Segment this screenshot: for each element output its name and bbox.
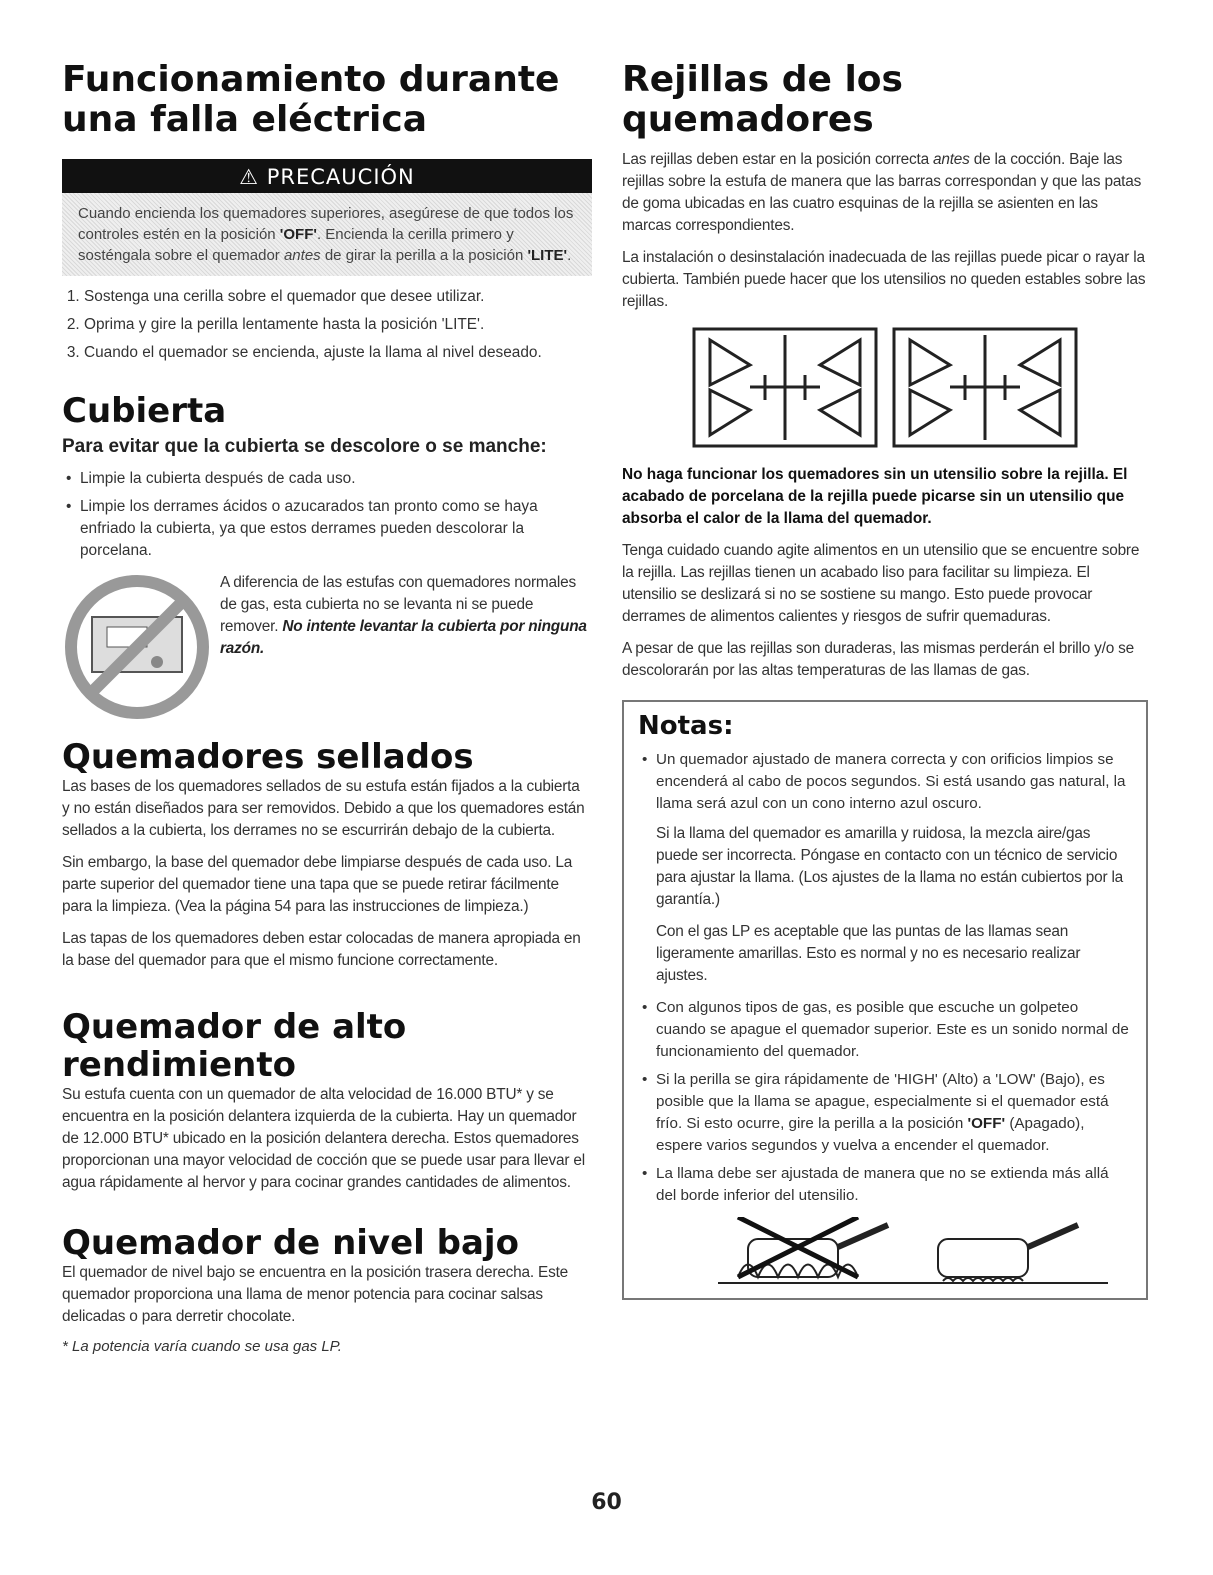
notes-box: [622, 700, 1148, 1300]
rejillas-paragraph-3: Tenga cuidado cuando agite alimentos en un utensilio que se encuentre sobre la rejilla. Las rejillas tienen un acabado liso para facilitar su limpieza. El utensilio se deslizará si no se sostiene su mango. Esto puede provocar derrames de alimentos calientes y riesgos de sufrir quemaduras.: [622, 541, 1140, 625]
list-item: • La llama debe ser ajustada de manera que no se extienda más allá del borde inferior del utensilio.: [656, 1163, 1132, 1207]
alto-paragraph: Su estufa cuenta con un quemador de alta velocidad de 16.000 BTU* y se encuentra en la posición delantera izquierda de la cubierta. Hay un quemador de 12.000 BTU* ubicado en la posición delantera derecha. Estos quemadores proporcionan una mayor velocidad de cocción que se puede usar para llevar el agua rápidamente al hervor y para cocinar grandes cantidades de alimentos.: [62, 1085, 585, 1191]
section-title-rejillas: Rejillas de los quemadores: [622, 59, 903, 141]
section-title-sellados: Quemadores sellados: [62, 736, 474, 777]
section-title-alto: Quemador de alto rendimiento: [62, 1006, 407, 1085]
caution-box: [62, 159, 592, 276]
no-lift-cooktop-icon: [62, 572, 212, 722]
footnote: * La potencia varía cuando se usa gas LP.: [62, 1337, 342, 1355]
section-title-cubierta: Cubierta: [62, 390, 227, 431]
right-column: [622, 60, 1148, 1300]
sellados-paragraph-1: Las bases de los quemadores sellados de su estufa están fijados a la cubierta y no están diseñados para ser removidos. Debido a que los quemadores están sellados a la cubierta, los derrames no se escurrirán debajo de la cubierta.: [62, 777, 585, 839]
flame-size-illustration: [638, 1217, 1134, 1287]
section-title-bajo: Quemador de nivel bajo: [62, 1222, 519, 1263]
list-item: • Limpie la cubierta después de cada uso.: [80, 468, 590, 490]
sellados-paragraph-3: Las tapas de los quemadores deben estar colocadas de manera apropiada en la base del quemador para que el mismo funcione correctamente.: [62, 929, 581, 969]
list-item: • Si la perilla se gira rápidamente de 'HIGH' (Alto) a 'LOW' (Bajo), es posible que la llama se apague, especialmente si el quemador está frío. Si esto ocurre, gire la perilla a la posición 'OFF' (Apagado), espere varios segundos y vuelva a encender el quemador.: [656, 1069, 1132, 1157]
lighting-steps: [62, 286, 590, 364]
list-item: 2. Oprima y gire la perilla lentamente hasta la posición 'LITE'.: [84, 314, 590, 336]
notes-title: Notas:: [638, 710, 734, 741]
notes-list: [638, 749, 1132, 1207]
bajo-paragraph: El quemador de nivel bajo se encuentra en la posición trasera derecha. Este quemador proporciona una llama de menor potencia para cocinar salsas delicadas o para derretir chocolate.: [62, 1263, 569, 1325]
cubierta-paragraph: A diferencia de las estufas con quemadores normales de gas, esta cubierta no se levanta ni se puede remover. No intente levantar la cubierta por ninguna razón.: [220, 573, 587, 657]
left-grate-icon: [690, 325, 880, 450]
list-item: • Un quemador ajustado de manera correcta y con orificios limpios se encenderá al cabo de pocos segundos. Si está usando gas natural, la llama será azul con un cono interno azul oscuro. Si la llama del quemador es amarilla y ruidosa, la mezcla aire/gas puede ser incorrecta. Póngase en contacto con un técnico de servicio para ajustar la llama. (Los ajustes de la llama no están cubiertos por la garantía.) Con el gas LP es aceptable que las puntas de las llamas sean ligeramente amarillas. Esto es normal y no es necesario realizar ajustes.: [656, 749, 1132, 987]
page-number: 60: [591, 1490, 622, 1515]
sellados-paragraph-2: Sin embargo, la base del quemador debe limpiarse después de cada uso. La parte superior del quemador tiene una tapa que se puede retirar fácilmente para la limpieza. (Vea la página 54 para las instrucciones de limpieza.): [62, 853, 573, 915]
left-column: [62, 60, 590, 1355]
list-item: 3. Cuando el quemador se encienda, ajuste la llama al nivel deseado.: [84, 342, 590, 364]
caution-heading: ⚠ PRECAUCIÓN: [62, 159, 592, 193]
grates-illustration: [622, 325, 1148, 450]
cubierta-bullets: [62, 468, 590, 562]
caution-text: Cuando encienda los quemadores superiores, asegúrese de que todos los controles estén en la posición 'OFF'. Encienda la cerilla primero y sosténgala sobre el quemador antes de girar la perilla a la posición 'LITE'.: [62, 193, 592, 276]
rejillas-paragraph-1: Las rejillas deben estar en la posición correcta antes de la cocción. Baje las rejillas sobre la estufa de manera que las barras correspondan y que las patas de goma ubicadas en las cuatro esquinas de la rejilla se asienten en las marcas correspondientes.: [622, 150, 1142, 234]
list-item: • Con algunos tipos de gas, es posible que escuche un golpeteo cuando se apague el quemador superior. Este es un sonido normal de funcionamiento del quemador.: [656, 997, 1132, 1063]
cubierta-figure-wrap: [62, 572, 590, 726]
list-item: 1. Sostenga una cerilla sobre el quemador que desee utilizar.: [84, 286, 590, 308]
page-title-power-failure: Funcionamiento durante una falla eléctrica: [62, 59, 560, 141]
list-item: • Limpie los derrames ácidos o azucarados tan pronto como se haya enfriado la cubierta, ya que estos derrames pueden descolorar la porcelana.: [80, 496, 590, 562]
right-grate-icon: [890, 325, 1080, 450]
subsection-title: Para evitar que la cubierta se descolore o se manche:: [62, 435, 547, 457]
grate-warning: No haga funcionar los quemadores sin un utensilio sobre la rejilla. El acabado de porcelana de la rejilla puede picarse sin un utensilio que absorba el calor de la llama del quemador.: [622, 465, 1128, 527]
rejillas-paragraph-2: La instalación o desinstalación inadecuada de las rejillas puede picar o rayar la cubierta. También puede hacer que los utensilios no queden estables sobre las rejillas.: [622, 248, 1146, 310]
rejillas-paragraph-4: A pesar de que las rejillas son duraderas, las mismas perderán el brillo y/o se descolorarán por las altas temperaturas de las llamas de gas.: [622, 639, 1135, 679]
